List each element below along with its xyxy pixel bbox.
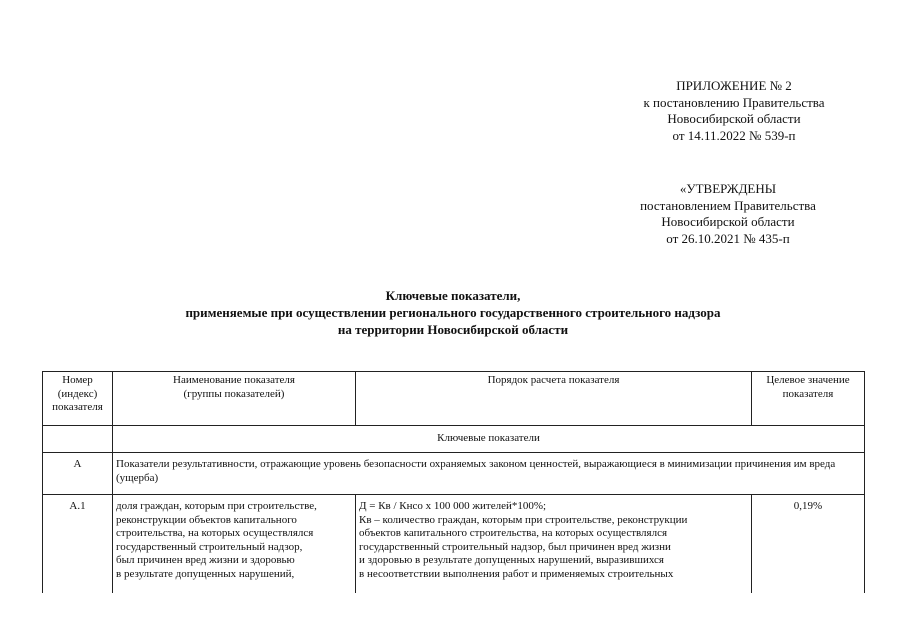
header-target-line: Целевое значение [766, 374, 850, 386]
header-name [113, 372, 356, 426]
header-number-line: (индекс) [57, 387, 98, 400]
group-a-index: А [43, 453, 113, 495]
row-a1-name [113, 495, 356, 594]
row-a1-target: 0,19% [752, 495, 865, 594]
row-a1-index: А.1 [43, 495, 113, 594]
row-a1-calc-line: государственный строительный надзор, был причинен вред жизни [359, 540, 671, 553]
row-a1-name-line: реконструкции объектов капитального [116, 513, 297, 526]
row-a1-name-line: в результате допущенных нарушений, [116, 567, 295, 580]
header-target-line: показателя [782, 387, 834, 400]
row-a1-name-line: строительства, на которых осуществлялся [116, 527, 314, 540]
document-title [40, 287, 866, 338]
title-line-1: Ключевые показатели, [385, 288, 521, 303]
appendix-header [614, 78, 854, 144]
approved-line-3: Новосибирской области [661, 214, 795, 229]
row-a1-calc-line: в несоответствии выполнения работ и применяемых строительных [359, 567, 674, 580]
row-a1-name-line: был причинен вред жизни и здоровью [116, 554, 295, 567]
appendix-line-3: Новосибирской области [667, 111, 801, 126]
title-line-3: на территории Новосибирской области [337, 322, 569, 337]
appendix-line-4: от 14.11.2022 № 539-п [672, 127, 796, 143]
row-a1-calc-line: Д = Кв / Кнсо х 100 000 жителей*100%; [359, 500, 547, 512]
header-number-line: показателя [52, 401, 103, 414]
header-name-line: Наименование показателя [173, 374, 295, 386]
indicators-table [42, 371, 865, 593]
row-a1-calc-line: Кв – количество граждан, которым при строительстве, реконструкции [359, 513, 688, 526]
section-empty-cell [43, 426, 113, 453]
title-line-2: применяемые при осуществлении регионального государственного строительного надзора [185, 305, 721, 320]
row-a1-calc [356, 495, 752, 594]
approved-header [608, 181, 848, 247]
row-a1-name-line: доля граждан, которым при строительстве, [116, 500, 317, 512]
section-label: Ключевые показатели [113, 426, 865, 453]
row-a1 [43, 495, 865, 594]
row-a1-calc-line: и здоровью в результате допущенных нарушений, выразившихся [359, 554, 664, 567]
group-a-row [43, 453, 865, 495]
approved-line-1: «УТВЕРЖДЕНЫ [679, 181, 777, 196]
header-target [752, 372, 865, 426]
table-header-row [43, 372, 865, 426]
header-number-line: Номер [62, 374, 93, 386]
group-a-text: Показатели результативности, отражающие уровень безопасности охраняемых законом ценностей, выражающиеся в минимизации причинения им вреда (ущерба) [113, 453, 865, 495]
appendix-line-2: к постановлению Правительства [643, 94, 825, 110]
header-name-line: (группы показателей) [183, 387, 285, 400]
row-a1-name-line: государственный строительный надзор, [116, 540, 303, 553]
section-row [43, 426, 865, 453]
approved-line-2: постановлением Правительства [640, 197, 816, 213]
header-number [43, 372, 113, 426]
header-calc: Порядок расчета показателя [356, 372, 752, 426]
row-a1-calc-line: объектов капитального строительства, на которых осуществлялся [359, 527, 668, 540]
appendix-line-1: ПРИЛОЖЕНИЕ № 2 [676, 78, 792, 93]
approved-line-4: от 26.10.2021 № 435-п [666, 230, 790, 246]
